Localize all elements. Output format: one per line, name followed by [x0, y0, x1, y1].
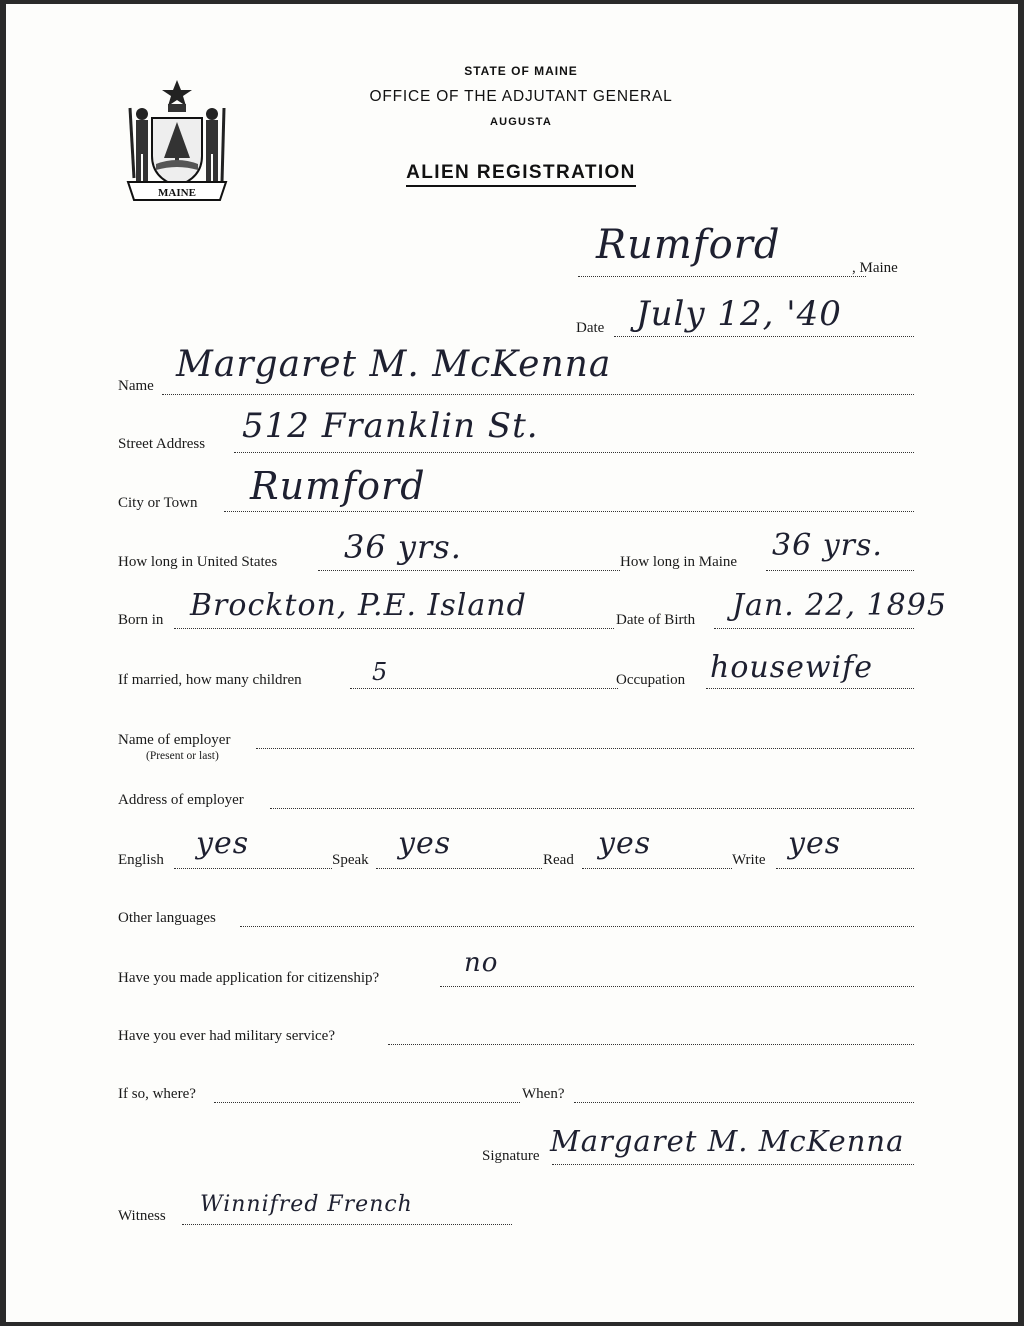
write-label: Write	[732, 852, 766, 868]
how-long-maine-label: How long in Maine	[620, 554, 738, 570]
employer-name-line	[256, 748, 914, 749]
witness-value: Winnifred French	[200, 1192, 413, 1217]
born-in-value: Brockton, P.E. Island	[190, 588, 527, 623]
other-languages-line	[240, 926, 914, 927]
read-label: Read	[543, 852, 574, 868]
citizenship-label: Have you made application for citizenship?	[118, 970, 380, 986]
when-label: When?	[522, 1086, 565, 1102]
city-value: Rumford	[250, 464, 426, 508]
maine-state-seal-icon	[122, 78, 232, 206]
speak-label: Speak	[332, 852, 369, 868]
street-label: Street Address	[118, 436, 206, 452]
signature-value: Margaret M. McKenna	[550, 1124, 905, 1158]
signature-label: Signature	[482, 1148, 540, 1164]
town-value: Rumford	[596, 222, 781, 268]
military-line	[388, 1044, 914, 1045]
when-line	[574, 1102, 914, 1103]
name-value: Margaret M. McKenna	[176, 344, 612, 385]
city-heading: AUGUSTA	[490, 116, 552, 128]
citizenship-value: no	[464, 948, 499, 978]
dob-label: Date of Birth	[616, 612, 696, 628]
date-label: Date	[576, 320, 605, 336]
city-line	[224, 511, 914, 512]
where-line	[214, 1102, 520, 1103]
state-heading: STATE OF MAINE	[464, 64, 578, 78]
write-value: yes	[788, 826, 842, 861]
how-long-us-line	[318, 570, 620, 571]
other-languages-label: Other languages	[118, 910, 216, 926]
signature-line	[552, 1164, 914, 1165]
office-heading: OFFICE OF THE ADJUTANT GENERAL	[369, 88, 673, 105]
if-so-where-label: If so, where?	[118, 1086, 196, 1102]
citizenship-line	[440, 986, 914, 987]
dob-value: Jan. 22, 1895	[732, 588, 947, 623]
town-line	[578, 276, 866, 277]
how-long-us-value: 36 yrs.	[344, 528, 462, 566]
street-value: 512 Franklin St.	[242, 406, 539, 446]
witness-line	[182, 1224, 512, 1225]
write-line	[776, 868, 914, 869]
how-long-us-label: How long in United States	[118, 554, 278, 570]
employer-note: (Present or last)	[146, 750, 219, 762]
street-line	[234, 452, 914, 453]
how-long-maine-value: 36 yrs.	[772, 528, 883, 563]
occupation-label: Occupation	[616, 672, 686, 688]
seal-banner-text: MAINE	[158, 187, 196, 199]
employer-address-label: Address of employer	[118, 792, 244, 808]
english-value: yes	[196, 826, 250, 861]
date-line	[614, 336, 914, 337]
witness-label: Witness	[118, 1208, 166, 1224]
form-title: ALIEN REGISTRATION	[306, 162, 736, 184]
name-label: Name	[118, 378, 154, 394]
born-in-line	[174, 628, 614, 629]
english-label: English	[118, 852, 164, 868]
occupation-value: housewife	[710, 650, 873, 685]
english-line	[174, 868, 332, 869]
speak-value: yes	[398, 826, 452, 861]
maine-label: , Maine	[852, 260, 898, 276]
name-line	[162, 394, 914, 395]
born-in-label: Born in	[118, 612, 164, 628]
date-value: July 12, '40	[636, 294, 842, 334]
children-line	[350, 688, 618, 689]
occupation-line	[706, 688, 914, 689]
speak-line	[376, 868, 542, 869]
dob-line	[714, 628, 914, 629]
city-label: City or Town	[118, 495, 198, 511]
employer-name-label: Name of employer	[118, 732, 231, 748]
children-label: If married, how many children	[118, 672, 302, 688]
children-value: 5	[372, 658, 389, 686]
how-long-maine-line	[766, 570, 914, 571]
employer-address-line	[270, 808, 914, 809]
read-value: yes	[598, 826, 652, 861]
registration-form	[6, 4, 1018, 1322]
military-label: Have you ever had military service?	[118, 1028, 335, 1044]
read-line	[582, 868, 732, 869]
